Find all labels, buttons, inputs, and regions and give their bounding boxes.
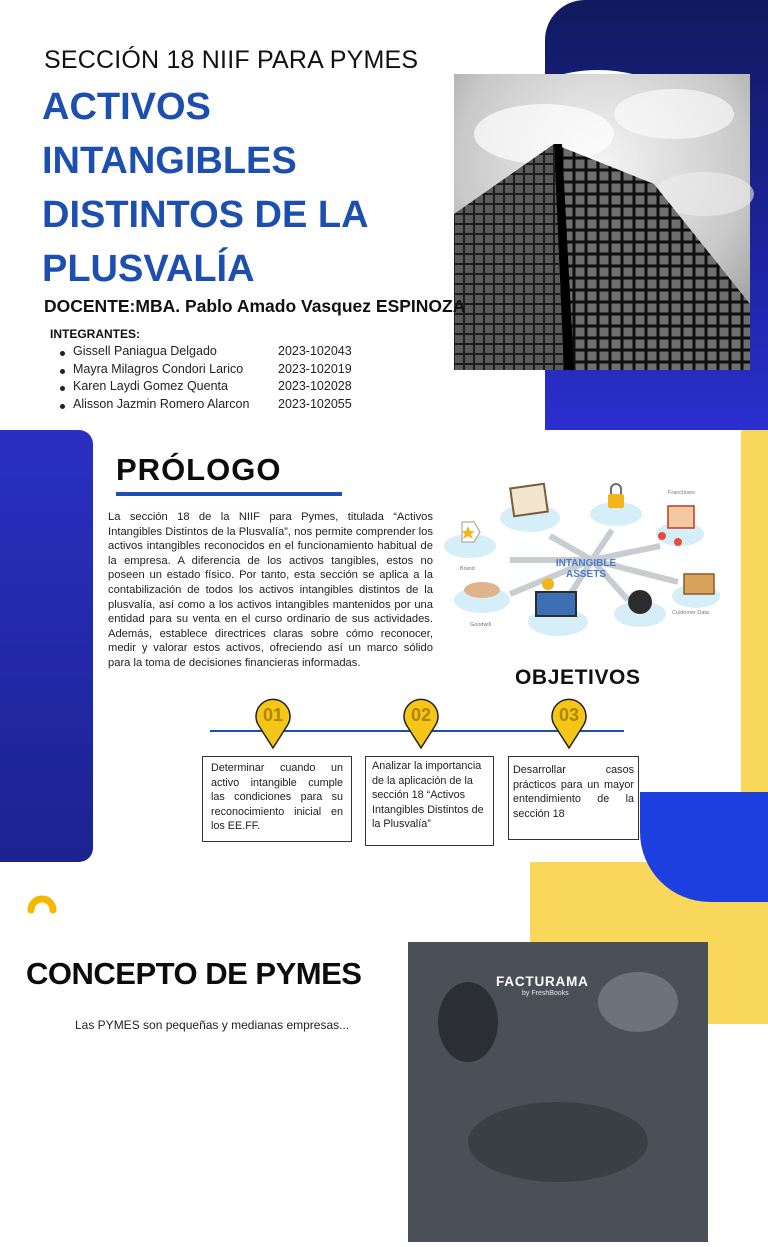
lock-icon (608, 494, 624, 508)
cover-slide (0, 0, 768, 430)
left-blue-bar (0, 430, 93, 862)
bullet-icon (60, 369, 65, 374)
bullet-icon (60, 404, 65, 409)
infographic-center-line2: ASSETS (565, 569, 607, 580)
bullet-icon (60, 351, 65, 356)
objective-box-2: Analizar la importancia de la aplicación de la sección 18 “Activos Intangibles Distintos de la Plusvalía” (365, 756, 494, 846)
folders-icon (684, 574, 714, 594)
intangible-assets-infographic (440, 478, 730, 656)
docente-line: DOCENTE:MBA. Pablo Amado Vasquez ESPINOZA (44, 296, 466, 316)
certificate-icon (510, 484, 548, 516)
skyscraper-illustration (454, 74, 750, 370)
gear-icon (542, 578, 554, 590)
pin-number: 01 (262, 705, 284, 725)
pin-number: 02 (410, 705, 432, 725)
objective-box-3: Desarrollar casos prácticos para un mayor entendimiento de la sección 18 (508, 756, 639, 840)
member-code: 2023-102043 (278, 344, 352, 358)
title-line: ACTIVOS (42, 86, 211, 128)
infographic-center-line1: INTANGIBLE (555, 558, 617, 569)
member-name: Mayra Milagros Condori Larico (73, 361, 244, 376)
shop-icon (668, 506, 694, 528)
prologue-text: La sección 18 de la NIIF para Pymes, titulada “Activos Intangibles Distintos de la Plusvalía”, nos permite comprender los activos intangibles reconocidos en el funcionamiento habitual de la empresa. A diferencia de los activos tangibles, estos no poseen un estado físico. Por tanto, esta sección se aplica a la contabilización de todos los activos intangibles distintos de la plusvalía, así como a los activos intangibles mantenidos por una entidad para su venta en el curso ordinario de sus actividades. Además, establece directrices claras sobre cómo reconocer, medir y valorar estos activos, ofreciendo así un marco sólido para la toma de decisiones financieras informadas. (108, 511, 433, 669)
list-item (60, 344, 352, 362)
title-line: PLUSVALÍA (42, 248, 255, 290)
section-subtitle: SECCIÓN 18 NIIF PARA PYMES (44, 46, 419, 74)
bullet-icon (60, 386, 65, 391)
members-list (60, 344, 352, 414)
pin-icon (550, 700, 588, 750)
label-goodwill: Goodwill (470, 622, 492, 628)
title-line: INTANGIBLES (42, 140, 297, 182)
laptop-icon (536, 592, 576, 616)
pin-icon (254, 700, 292, 750)
lock-shackle-icon (611, 484, 621, 494)
member-name: Karen Laydi Gomez Quenta (73, 379, 228, 393)
integrantes-label: INTEGRANTES: (50, 327, 140, 341)
title-underline (116, 492, 342, 496)
arc-icon (27, 884, 57, 914)
list-item (60, 397, 352, 415)
list-item (60, 379, 352, 397)
location-pin-icon (658, 532, 666, 540)
brand-logo-text: FACTURAMA (496, 974, 589, 989)
label-franchises: Franchises (668, 490, 695, 496)
handshake-icon (464, 582, 500, 598)
skyscraper-photo (450, 70, 746, 366)
objective-box-1: Determinar cuando un activo intangible cumple las condiciones para su reconocimiento inicial en los EE.FF. (202, 756, 352, 842)
pin-number: 03 (558, 705, 580, 725)
member-name: Alisson Jazmin Romero Alarcon (73, 396, 250, 411)
location-pin-icon (674, 538, 682, 546)
member-code: 2023-102055 (278, 396, 352, 411)
objectives-title: OBJETIVOS (515, 666, 641, 689)
list-item (60, 362, 352, 380)
label-customer-data: Customer Data (672, 610, 709, 616)
at-sign-icon (628, 590, 652, 614)
member-code: 2023-102028 (278, 379, 352, 393)
brand-sub-text: by FreshBooks (522, 990, 569, 997)
concept-title: CONCEPTO DE PYMES (26, 956, 362, 991)
member-code: 2023-102019 (278, 361, 352, 376)
prologue-title: PRÓLOGO (116, 452, 282, 487)
label-brand: Brand (460, 566, 475, 572)
cover-title (42, 80, 462, 296)
member-name: Gissell Paniagua Delgado (73, 344, 217, 358)
concept-slide (0, 862, 768, 1032)
concept-text-cut: Las PYMES son pequeñas y medianas empresas... (75, 1018, 350, 1032)
title-line: DISTINTOS DE LA (42, 194, 369, 236)
pin-icon (402, 700, 440, 750)
